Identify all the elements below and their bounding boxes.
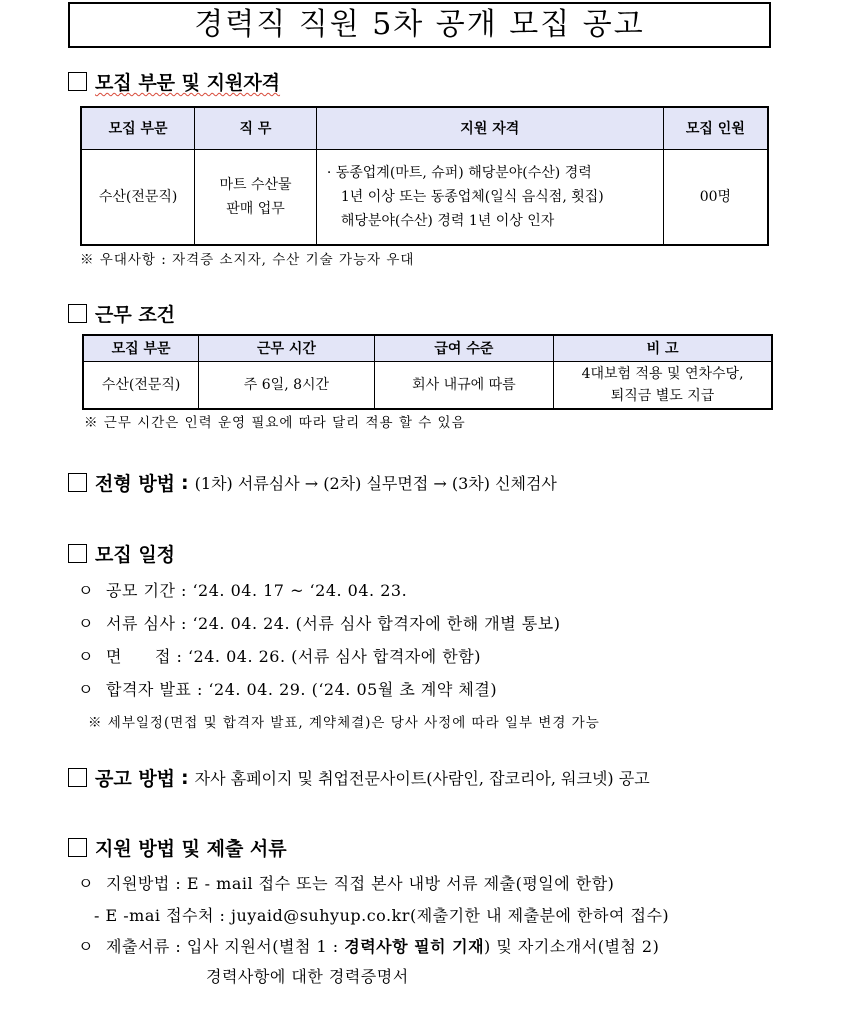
qual-line3: 해당분야(수산) 경력 1년 이상 인자 xyxy=(340,212,555,229)
checkbox-square-icon xyxy=(68,768,87,787)
header-hours: 근무 시간 xyxy=(199,335,374,361)
circle-bullet-icon: ㅇ xyxy=(78,647,94,666)
cell-dept: 수산(전문직) xyxy=(83,361,199,409)
documents-text-post: ) 및 자기소개서(별첨 2) xyxy=(484,937,660,956)
schedule-item-text: 합격자 발표 : ‘24. 04. 29. (‘24. 05월 초 계약 체결) xyxy=(106,680,498,699)
announce-method-text: 자사 홈페이지 및 취업전문사이트(사람인, 잡코리아, 워크넷) 공고 xyxy=(194,769,650,788)
remark-line1: 4대보험 적용 및 연차수당, xyxy=(581,365,744,382)
recruit-table xyxy=(80,106,769,246)
circle-bullet-icon: ㅇ xyxy=(78,614,94,633)
cell-dept: 수산(전문직) xyxy=(81,149,195,245)
header-job: 직 무 xyxy=(195,107,317,149)
section-apply-heading xyxy=(68,834,287,861)
documents-line xyxy=(78,934,659,957)
preference-note: ※ 우대사항 : 자격증 소지자, 수산 기술 가능자 우대 xyxy=(80,252,415,268)
checkbox-square-icon xyxy=(68,838,87,857)
circle-bullet-icon: ㅇ xyxy=(78,680,94,699)
cell-remark xyxy=(554,361,772,409)
section-schedule-heading xyxy=(68,540,175,567)
section-announce-colon: : xyxy=(181,766,189,789)
section-selection-heading xyxy=(68,469,557,496)
circle-bullet-icon: ㅇ xyxy=(78,937,94,956)
header-qualification: 지원 자격 xyxy=(316,107,663,149)
checkbox-square-icon xyxy=(68,72,87,91)
cell-qualification xyxy=(316,149,663,245)
checkbox-square-icon xyxy=(68,544,87,563)
schedule-item xyxy=(78,611,560,634)
header-count: 모집 인원 xyxy=(663,107,768,149)
section-selection-colon: : xyxy=(181,471,189,494)
header-dept: 모집 부문 xyxy=(83,335,199,361)
cell-job xyxy=(195,149,317,245)
cell-count: 00명 xyxy=(663,149,768,245)
section-recruit-heading xyxy=(68,68,280,95)
cell-salary: 회사 내규에 따름 xyxy=(374,361,553,409)
apply-email-line: - E -mai 접수처 : juyaid@suhyup.co.kr(제출기한 내 제출분에 한하여 접수) xyxy=(94,906,670,925)
qual-line1: · 동종업계(마트, 슈퍼) 해당분야(수산) 경력 xyxy=(326,164,592,181)
schedule-note: ※ 세부일정(면접 및 합격자 발표, 계약체결)은 당사 사정에 따라 일부 변경 가능 xyxy=(88,715,600,731)
header-remark: 비 고 xyxy=(554,335,772,361)
schedule-item-text: 서류 심사 : ‘24. 04. 24. (서류 심사 합격자에 한해 개별 통보) xyxy=(106,614,561,633)
cell-job-line2: 판매 업무 xyxy=(226,200,285,217)
section-conditions-heading xyxy=(68,300,175,327)
header-dept: 모집 부문 xyxy=(81,107,195,149)
section-apply-title: 지원 방법 및 제출 서류 xyxy=(95,838,287,860)
page-title: 경력직 직원 5차 공개 모집 공고 xyxy=(68,2,771,48)
apply-method-text: 지원방법 : E - mail 접수 또는 직접 본사 내방 서류 제출(평일에 한함) xyxy=(106,874,615,893)
schedule-item-text: 면 접 : ‘24. 04. 26. (서류 심사 합격자에 한함) xyxy=(106,647,481,666)
selection-process-text: (1차) 서류심사 → (2차) 실무면접 → (3차) 신체검사 xyxy=(194,474,557,493)
section-announce-heading xyxy=(68,764,650,791)
apply-method-line xyxy=(78,871,614,894)
schedule-item xyxy=(78,677,497,700)
cell-hours: 주 6일, 8시간 xyxy=(199,361,374,409)
conditions-table xyxy=(82,334,773,410)
circle-bullet-icon: ㅇ xyxy=(78,874,94,893)
section-schedule-title: 모집 일정 xyxy=(95,544,176,566)
section-announce-title: 공고 방법 xyxy=(95,768,176,790)
checkbox-square-icon xyxy=(68,304,87,323)
schedule-item-text: 공모 기간 : ‘24. 04. 17 ~ ‘24. 04. 23. xyxy=(106,581,408,600)
hours-note: ※ 근무 시간은 인력 운영 필요에 따라 달리 적용 할 수 있음 xyxy=(84,415,466,431)
header-salary: 급여 수준 xyxy=(374,335,553,361)
remark-line2: 퇴직금 별도 지급 xyxy=(610,387,715,404)
documents-line-2: 경력사항에 대한 경력증명서 xyxy=(206,967,409,986)
circle-bullet-icon: ㅇ xyxy=(78,581,94,600)
documents-text-pre: 제출서류 : 입사 지원서(별첨 1 : xyxy=(106,937,345,956)
schedule-item xyxy=(78,578,407,601)
section-conditions-title: 근무 조건 xyxy=(95,304,176,326)
qual-line2: 1년 이상 또는 동종업체(일식 음식점, 횟집) xyxy=(340,188,604,205)
cell-job-line1: 마트 수산물 xyxy=(219,176,292,193)
documents-text-bold: 경력사항 필히 기재 xyxy=(344,937,485,956)
section-recruit-title: 모집 부문 및 지원자격 xyxy=(95,72,281,94)
checkbox-square-icon xyxy=(68,473,87,492)
schedule-item xyxy=(78,644,481,667)
section-selection-title: 전형 방법 xyxy=(95,473,176,495)
